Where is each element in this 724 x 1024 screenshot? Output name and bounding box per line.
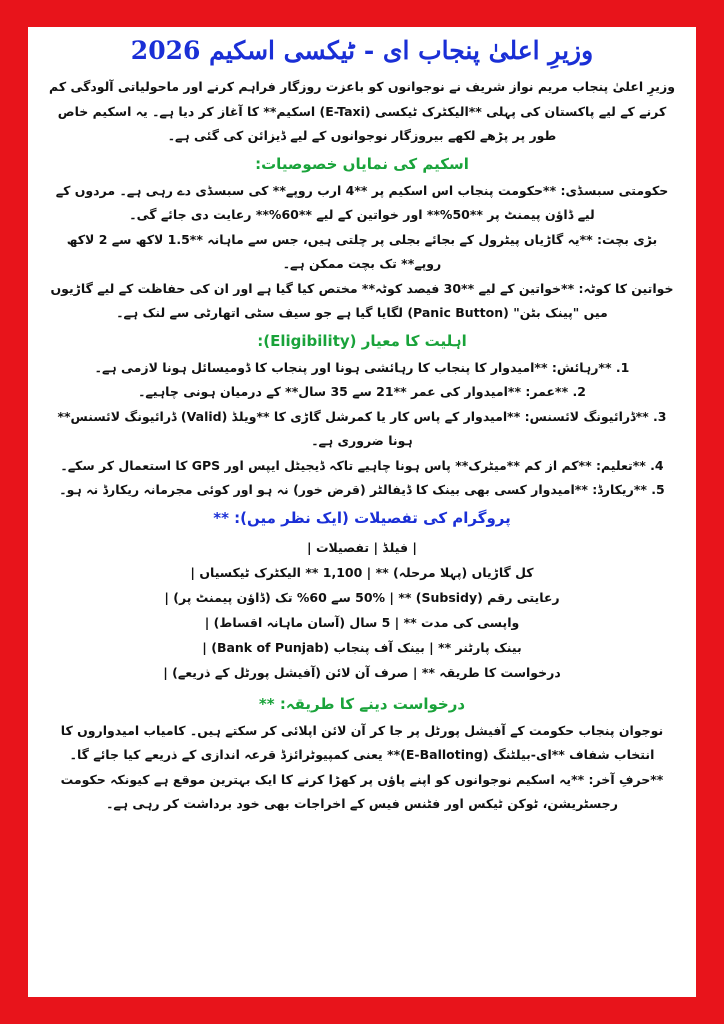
eligibility-heading: اہلیت کا معیار (Eligibility): bbox=[257, 331, 467, 350]
intro-paragraph: وزیرِ اعلیٰ پنجاب مریم نواز شریف نے نوجوانوں کو باعزت روزگار فراہم کرنے اور ماحولیاتی آلودگی کم کرنے کے لیے پاکستان کی پہلی **الیکٹرک ٹیکسی (E-Taxi) اسکیم** کا آغاز کر دیا ہے۔ یہ اسکیم خاص طور پر پڑھے لکھے بیروزگار نوجوانوں کے لیے ڈیزائن کی گئی ہے۔ bbox=[49, 79, 675, 143]
closing-paragraph: **حرفِ آخر: **یہ اسکیم نوجوانوں کو اپنے پاؤں پر کھڑا کرنے کا ایک بہترین موقع ہے کیونکہ حکومت رجسٹریشن، ٹوکن ٹیکس اور فٹنس فیس کے اخراجات بھی خود برداشت کر رہی ہے۔ bbox=[60, 771, 664, 811]
eligibility-education: 4. **تعلیم: **کم از کم **میٹرک** پاس ہونا چاہیے تاکہ ڈیجیٹل ایپس اور GPS کا استعمال کر سکے۔ bbox=[60, 457, 664, 473]
program-heading: پروگرام کی تفصیلات (ایک نظر میں): ** bbox=[213, 508, 511, 527]
eligibility-residence: 1. **رہائش: **امیدوار کا پنجاب کا رہائشی ہونا اور پنجاب کا ڈومیسائل ہونا لازمی ہے۔ bbox=[94, 359, 630, 375]
apply-paragraph: نوجوان پنجاب حکومت کے آفیشل پورٹل پر جا کر آن لائن اپلائی کر سکتے ہیں۔ کامیاب امیدواروں کا انتخاب شفاف **ای-بیلٹنگ (E-Balloting)** یعنی کمپیوٹرائزڈ قرعہ اندازی کے ذریعے کیا جائے گا۔ bbox=[60, 722, 664, 762]
program-table bbox=[48, 535, 676, 685]
eligibility-age: 2. **عمر: **امیدوار کی عمر **21 سے 35 سال** کے درمیان ہونی چاہیے۔ bbox=[138, 384, 586, 399]
page-title: وزیرِ اعلیٰ پنجاب ای - ٹیکسی اسکیم 2026 bbox=[130, 36, 594, 65]
eligibility-record: 5. **ریکارڈ: **امیدوار کسی بھی بینک کا ڈیفالٹر (قرض خور) نہ ہو اور کوئی مجرمانہ ریکارڈ نہ ہو۔ bbox=[59, 482, 665, 497]
feature-women-quota: خواتین کا کوٹہ: **خواتین کے لیے **30 فیصد کوٹہ** مختص کیا گیا ہے اور ان کی حفاظت کے لیے گاڑیوں میں "پینک بٹن" (Panic Button) لگایا گیا ہے جو سیف سٹی اتھارٹی سے لنک ہے۔ bbox=[50, 280, 674, 320]
document-page bbox=[28, 27, 696, 997]
apply-heading: درخواست دینے کا طریقہ: ** bbox=[258, 694, 466, 713]
program-table-row: رعایتی رقم (Subsidy) ** | 50% سے 60% تک (ڈاؤن پیمنٹ پر) | bbox=[164, 589, 560, 605]
features-heading: اسکیم کی نمایاں خصوصیات: bbox=[255, 154, 469, 173]
feature-subsidy: حکومتی سبسڈی: **حکومت پنجاب اس اسکیم پر **4 ارب روپے** کی سبسڈی دے رہی ہے۔ مردوں کے لیے ڈاؤن پیمنٹ پر **50%** اور خواتین کے لیے **60%** رعایت دی جائے گی۔ bbox=[55, 182, 669, 222]
program-table-row: کل گاڑیاں (پہلا مرحلہ) ** | 1,100 ** الیکٹرک ٹیکسیاں | bbox=[190, 564, 534, 580]
feature-savings: بڑی بچت: **یہ گاڑیاں پیٹرول کے بجائے بجلی پر چلتی ہیں، جس سے ماہانہ **1.5 لاکھ سے 2 لاکھ روپے** تک بچت ممکن ہے۔ bbox=[66, 231, 658, 271]
program-table-row: درخواست کا طریقہ ** | صرف آن لائن (آفیشل پورٹل کے ذریعے) | bbox=[163, 664, 561, 680]
program-table-row: واپسی کی مدت ** | 5 سال (آسان ماہانہ اقساط) | bbox=[204, 614, 520, 630]
eligibility-license: 3. **ڈرائیونگ لائسنس: **امیدوار کے پاس کار یا کمرشل گاڑی کا **ویلڈ (Valid) ڈرائیونگ لائسنس** ہونا ضروری ہے۔ bbox=[57, 408, 667, 448]
program-table-header: | فیلڈ | تفصیلات | bbox=[307, 539, 417, 555]
program-table-row: بینک پارٹنر ** | بینک آف پنجاب (Bank of Punjab) | bbox=[202, 639, 522, 655]
